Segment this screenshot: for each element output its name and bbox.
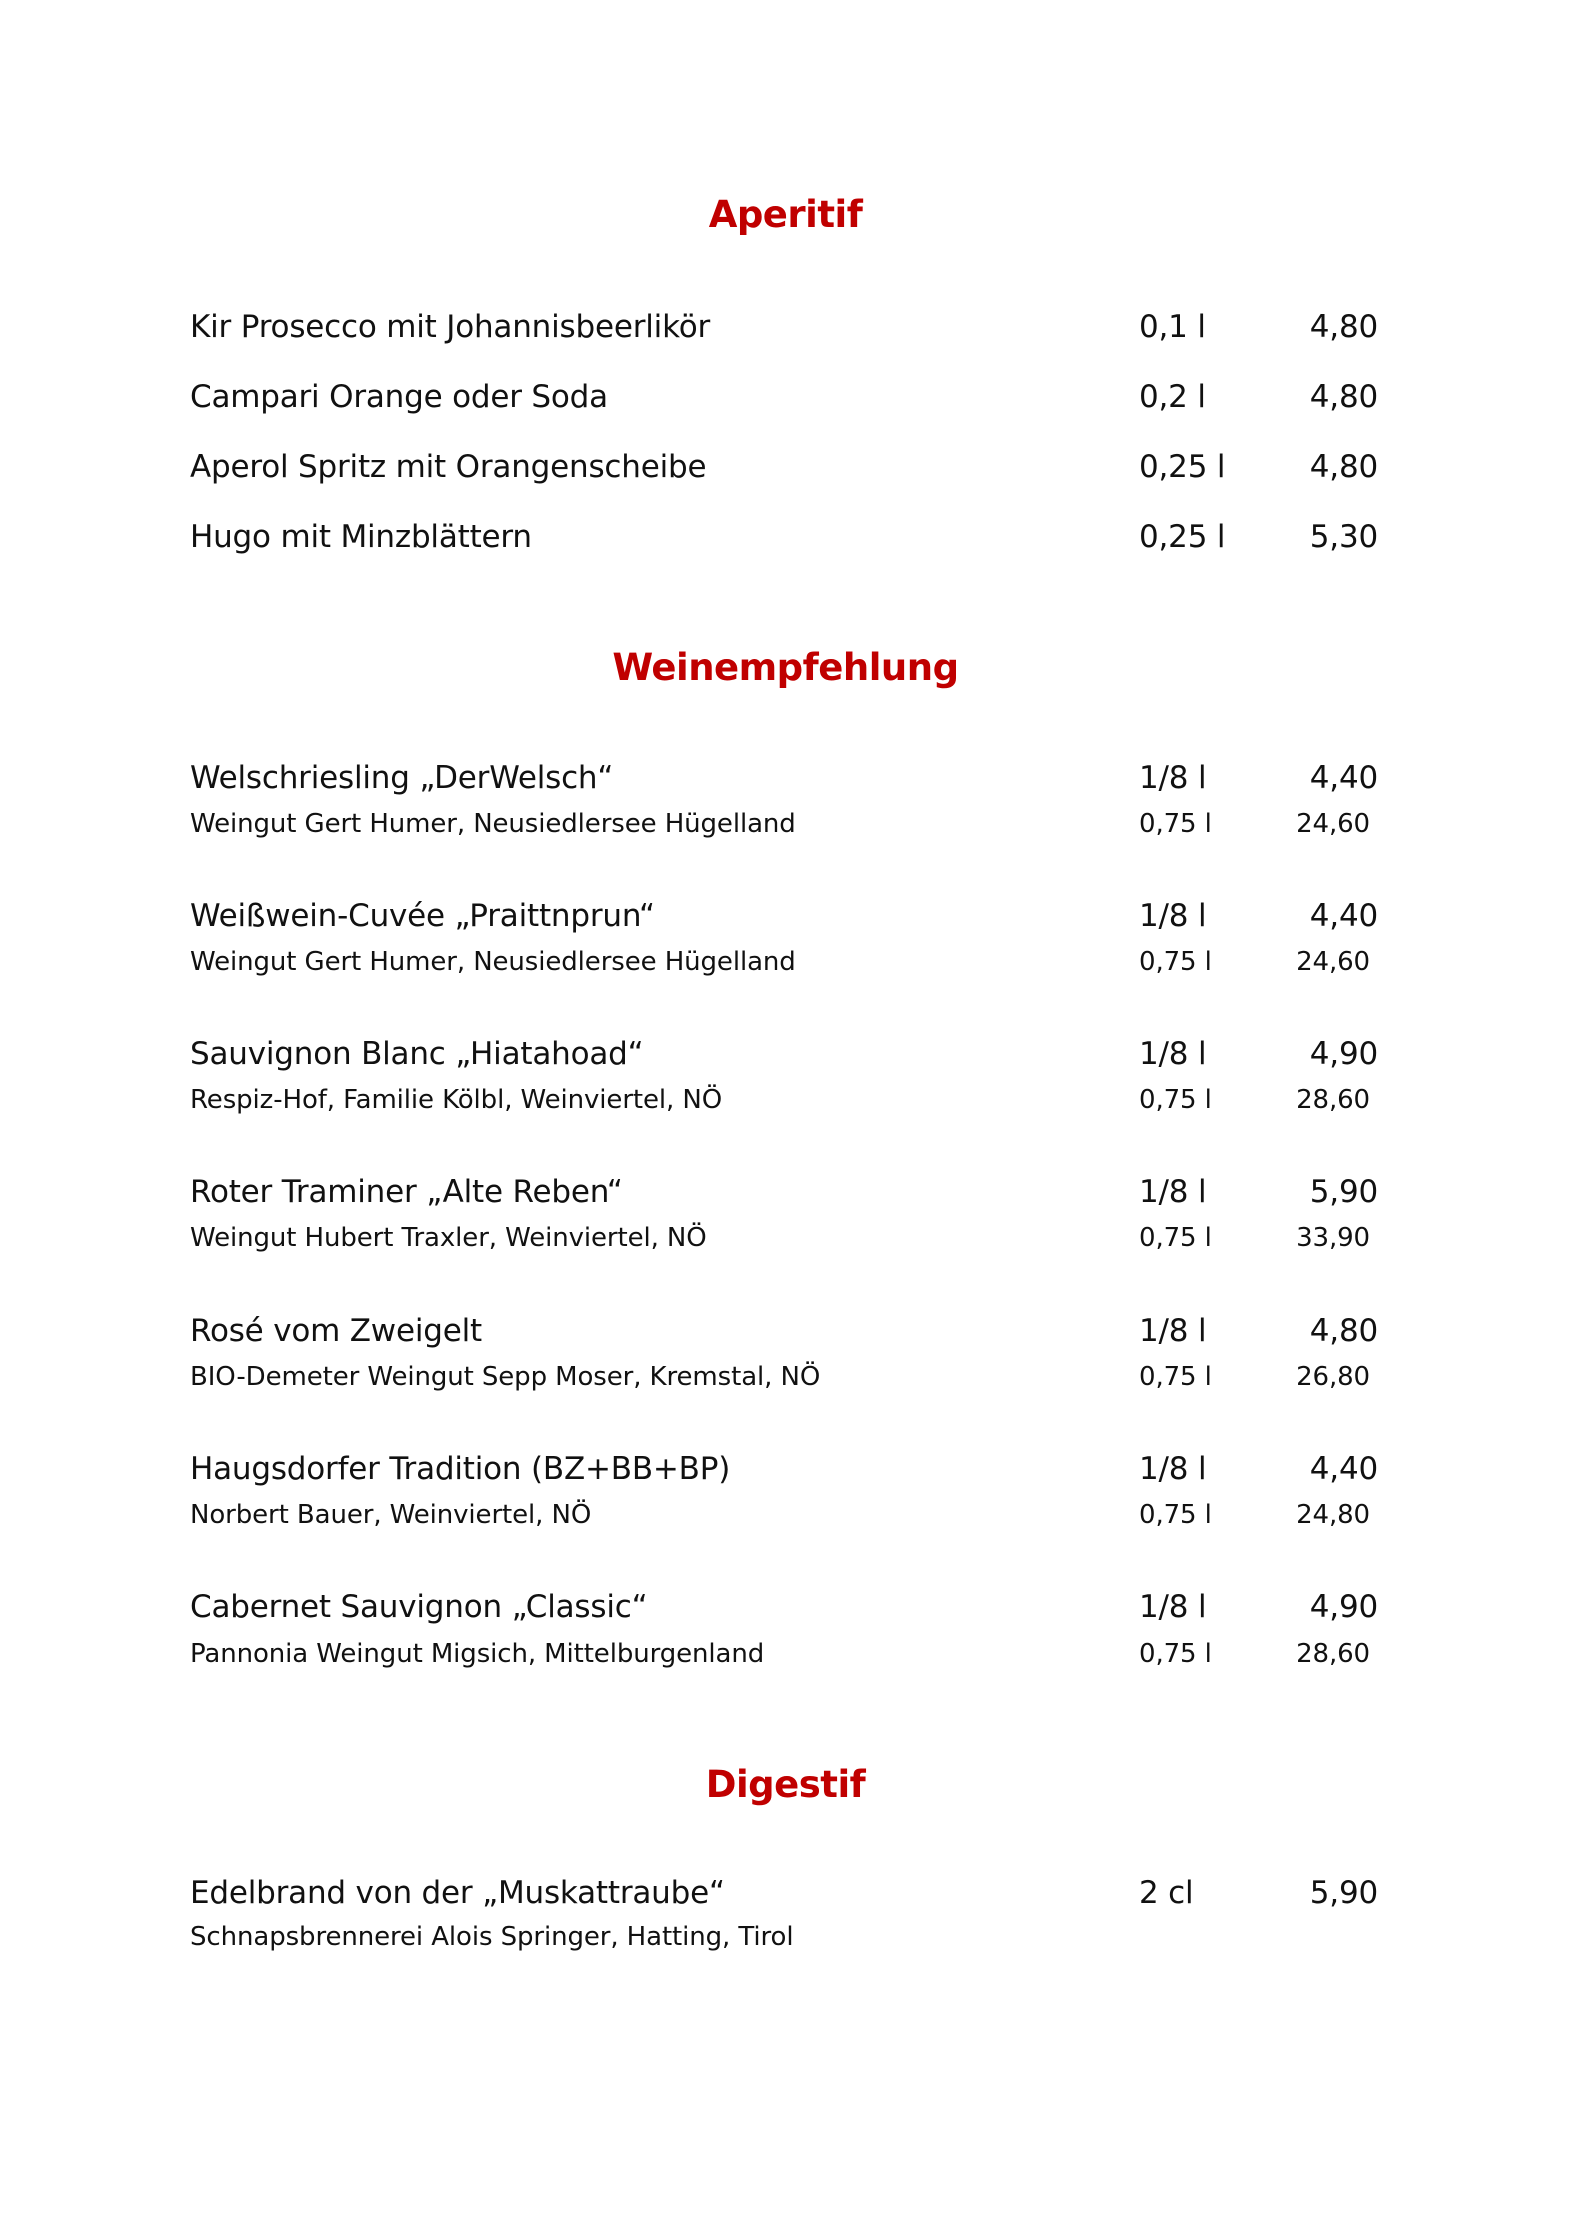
section-title-digestif: Digestif xyxy=(705,1763,866,1806)
wine-producer: Respiz-Hof, Familie Kölbl, Weinviertel, NÖ xyxy=(190,1085,723,1115)
wine-producer-row xyxy=(0,1225,1571,1265)
wine-item xyxy=(0,1589,1571,1632)
glass-price: 4,40 xyxy=(1309,1451,1378,1487)
glass-price: 5,90 xyxy=(1309,1174,1378,1210)
menu-item xyxy=(0,1875,1571,1918)
glass-volume: 1/8 l xyxy=(1139,1313,1207,1349)
menu-item xyxy=(0,519,1571,562)
section-title-weinempfehlung: Weinempfehlung xyxy=(612,646,959,689)
glass-price: 4,90 xyxy=(1309,1036,1378,1072)
glass-volume: 1/8 l xyxy=(1139,1589,1207,1625)
wine-producer: Weingut Gert Humer, Neusiedlersee Hügelland xyxy=(190,809,796,839)
wine-producer-row xyxy=(0,811,1571,851)
item-price: 4,80 xyxy=(1309,449,1378,485)
item-name: Hugo mit Minzblättern xyxy=(190,519,532,555)
wine-producer: BIO-Demeter Weingut Sepp Moser, Kremstal, NÖ xyxy=(190,1362,821,1392)
glass-volume: 1/8 l xyxy=(1139,1036,1207,1072)
wine-producer-row xyxy=(0,1502,1571,1542)
bottle-price: 24,60 xyxy=(1296,947,1370,977)
wine-producer: Weingut Hubert Traxler, Weinviertel, NÖ xyxy=(190,1223,707,1253)
item-volume: 0,2 l xyxy=(1139,379,1206,415)
glass-price: 4,80 xyxy=(1309,1313,1378,1349)
item-price: 4,80 xyxy=(1309,379,1378,415)
glass-price: 4,40 xyxy=(1309,898,1378,934)
wine-producer-row xyxy=(0,1641,1571,1681)
item-volume: 0,1 l xyxy=(1139,309,1206,345)
wine-item xyxy=(0,1174,1571,1217)
bottle-price: 24,80 xyxy=(1296,1500,1370,1530)
bottle-price: 28,60 xyxy=(1296,1085,1370,1115)
wine-producer-row xyxy=(0,949,1571,989)
item-producer-row xyxy=(0,1924,1571,1964)
glass-volume: 1/8 l xyxy=(1139,898,1207,934)
wine-producer: Norbert Bauer, Weinviertel, NÖ xyxy=(190,1500,592,1530)
wine-name: Welschriesling „DerWelsch“ xyxy=(190,760,614,796)
menu-item xyxy=(0,449,1571,492)
bottle-volume: 0,75 l xyxy=(1139,1085,1212,1115)
glass-price: 4,40 xyxy=(1309,760,1378,796)
wine-producer: Pannonia Weingut Migsich, Mittelburgenland xyxy=(190,1639,765,1669)
wine-producer: Weingut Gert Humer, Neusiedlersee Hügelland xyxy=(190,947,796,977)
item-name: Kir Prosecco mit Johannisbeerlikör xyxy=(190,309,711,345)
glass-volume: 1/8 l xyxy=(1139,1174,1207,1210)
bottle-price: 33,90 xyxy=(1296,1223,1370,1253)
item-price: 5,30 xyxy=(1309,519,1378,555)
wine-name: Roter Traminer „Alte Reben“ xyxy=(190,1174,623,1210)
wine-producer-row xyxy=(0,1087,1571,1127)
item-price: 5,90 xyxy=(1309,1875,1378,1911)
bottle-price: 24,60 xyxy=(1296,809,1370,839)
bottle-volume: 0,75 l xyxy=(1139,947,1212,977)
item-volume: 2 cl xyxy=(1139,1875,1194,1911)
item-volume: 0,25 l xyxy=(1139,519,1226,555)
item-name: Edelbrand von der „Muskattraube“ xyxy=(190,1875,725,1911)
item-name: Campari Orange oder Soda xyxy=(190,379,608,415)
bottle-price: 26,80 xyxy=(1296,1362,1370,1392)
item-price: 4,80 xyxy=(1309,309,1378,345)
wine-item xyxy=(0,1451,1571,1494)
wine-name: Cabernet Sauvignon „Classic“ xyxy=(190,1589,648,1625)
glass-price: 4,90 xyxy=(1309,1589,1378,1625)
section-title-aperitif: Aperitif xyxy=(708,193,863,236)
wine-item xyxy=(0,1036,1571,1079)
wine-name: Haugsdorfer Tradition (BZ+BB+BP) xyxy=(190,1451,731,1487)
menu-item xyxy=(0,309,1571,352)
bottle-volume: 0,75 l xyxy=(1139,1362,1212,1392)
bottle-price: 28,60 xyxy=(1296,1639,1370,1669)
bottle-volume: 0,75 l xyxy=(1139,1223,1212,1253)
wine-name: Rosé vom Zweigelt xyxy=(190,1313,482,1349)
wine-item xyxy=(0,1313,1571,1356)
glass-volume: 1/8 l xyxy=(1139,760,1207,796)
bottle-volume: 0,75 l xyxy=(1139,1500,1212,1530)
wine-producer-row xyxy=(0,1364,1571,1404)
glass-volume: 1/8 l xyxy=(1139,1451,1207,1487)
wine-item xyxy=(0,898,1571,941)
menu-item xyxy=(0,379,1571,422)
item-name: Aperol Spritz mit Orangenscheibe xyxy=(190,449,707,485)
item-volume: 0,25 l xyxy=(1139,449,1226,485)
bottle-volume: 0,75 l xyxy=(1139,809,1212,839)
wine-item xyxy=(0,760,1571,803)
item-producer: Schnapsbrennerei Alois Springer, Hatting, Tirol xyxy=(190,1922,794,1952)
wine-name: Sauvignon Blanc „Hiatahoad“ xyxy=(190,1036,644,1072)
bottle-volume: 0,75 l xyxy=(1139,1639,1212,1669)
wine-name: Weißwein-Cuvée „Praittnprun“ xyxy=(190,898,655,934)
